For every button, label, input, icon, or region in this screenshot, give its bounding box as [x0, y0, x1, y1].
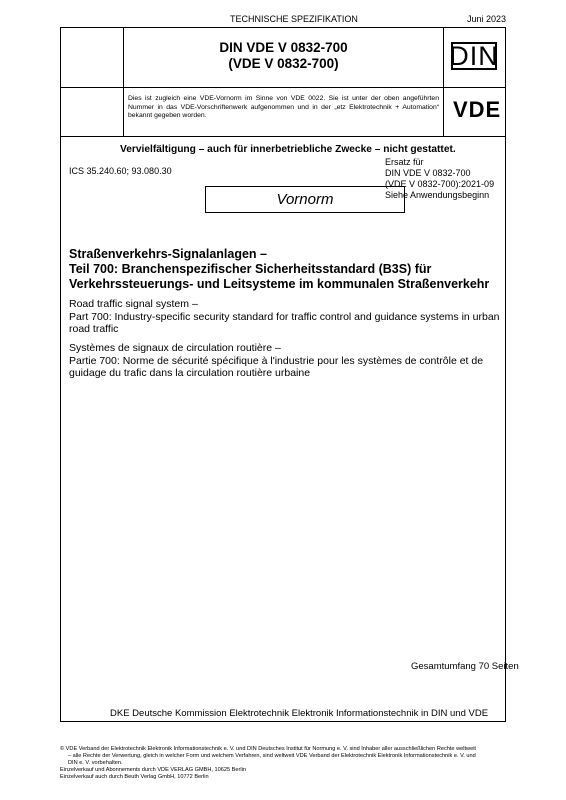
divider-header-bottom [60, 136, 506, 137]
spec-type-label: TECHNISCHE SPEZIFIKATION [230, 14, 358, 24]
legal-line: Einzelverkauf auch durch Beuth Verlag GmbH, 10772 Berlin [60, 774, 209, 780]
title-english [69, 298, 504, 336]
title-german [69, 247, 499, 292]
title-german-line: Straßenverkehrs-Signalanlagen – [69, 247, 267, 261]
legal-line: DIN e. V. vorbehalten. [68, 760, 123, 766]
legal-line: – alle Rechte der Verwertung, gleich in welcher Form und welchem Verfahren, sind weltweit VDE Verband der Elektrotechnik Elektronik Informationstechnik e. V. und [68, 753, 476, 759]
title-english-line: Part 700: Industry-specific security standard for traffic control and guidance systems in urban [69, 310, 500, 323]
document-number: DIN VDE V 0832-700 [219, 40, 348, 55]
din-logo-mark: DIN [449, 40, 499, 71]
title-german-line: Teil 700: Branchenspezifischer Sicherheitsstandard (B3S) für [69, 262, 432, 276]
title-french [69, 342, 504, 380]
divider-right [443, 27, 444, 136]
replacement-line: Siehe Anwendungsbeginn [385, 190, 490, 200]
total-pages: Gesamtumfang 70 Seiten [411, 661, 519, 672]
title-english-line: road traffic [69, 323, 119, 335]
status-badge [205, 186, 405, 213]
title-english-line: Road traffic signal system – [69, 298, 198, 310]
ics-codes: ICS 35.240.60; 93.080.30 [69, 166, 172, 176]
vde-notice: Dies ist zugleich eine VDE-Vornorm im Sinne von VDE 0022. Sie ist unter der oben angeführten Nummer in das VDE-Vorschriftenwerk aufgenommen und in der „etz Elektrotechnik + Automation“ bekannt gegeben worden. [128, 95, 439, 119]
status-label: Vornorm [205, 186, 405, 213]
title-french-line: guidage du trafic dans la circulation routière urbaine [69, 367, 311, 379]
title-french-line: Partie 700: Norme de sécurité spécifique à l'industrie pour les systèmes de contrôle et de [69, 354, 484, 367]
vde-logo: VDE [453, 97, 502, 122]
title-german-line: Verkehrssteuerungs- und Leitsysteme im kommunalen Straßenverkehr [69, 277, 490, 291]
document-number-block [124, 40, 443, 72]
legal-line: Einzelverkauf und Abonnements durch VDE VERLAG GMBH, 10625 Berlin [60, 767, 246, 773]
document-alt-number: (VDE V 0832-700) [228, 56, 339, 71]
publication-date: Juni 2023 [467, 14, 507, 24]
committee-line: DKE Deutsche Kommission Elektrotechnik Elektronik Informationstechnik in DIN und VDE [110, 708, 489, 719]
din-logo [451, 42, 497, 70]
legal-footer [60, 746, 520, 781]
legal-line: © VDE Verband der Elektrotechnik Elektronik Informationstechnik e. V. und DIN Deutsches Institut für Normung e. V. sind Inhaber aller ausschließlichen Rechte weltweit [60, 746, 476, 752]
replacement-line: DIN VDE V 0832-700 [385, 168, 471, 178]
replacement-line: (VDE V 0832-700):2021-09 [385, 179, 495, 189]
divider-top-row [60, 87, 506, 88]
replacement-line: Ersatz für [385, 157, 424, 167]
title-french-line: Systèmes de signaux de circulation routière – [69, 342, 281, 354]
copy-restriction: Vervielfältigung – auch für innerbetriebliche Zwecke – nicht gestattet. [120, 144, 456, 155]
